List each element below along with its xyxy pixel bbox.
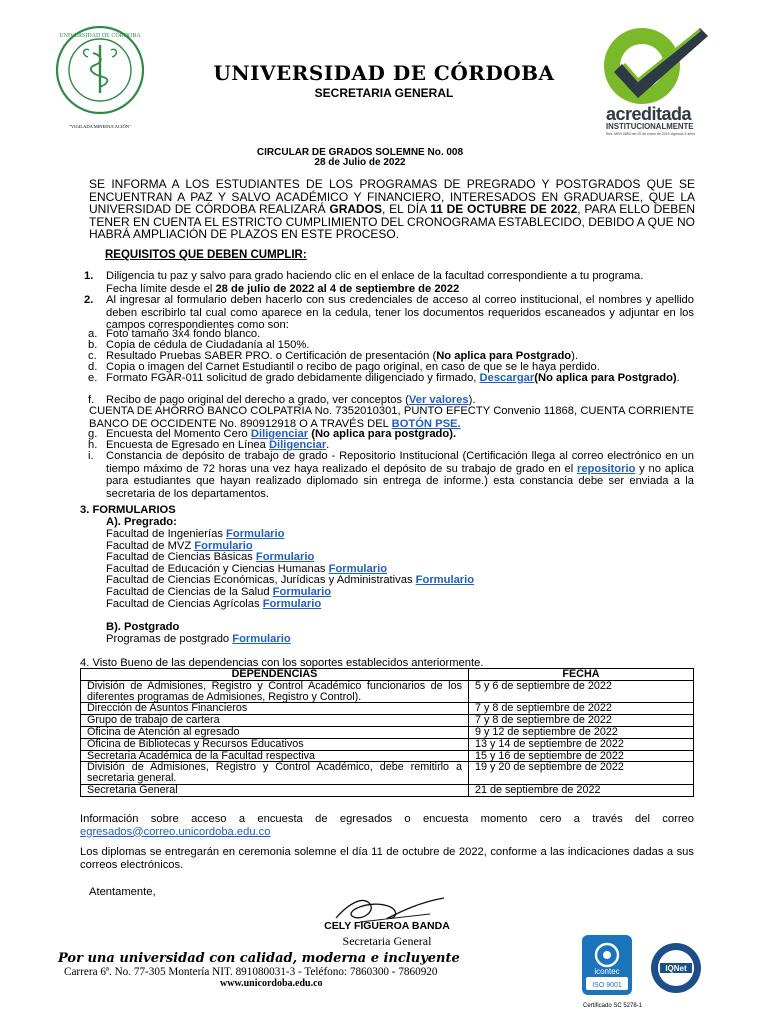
iqnet-label: IQNet [665, 964, 687, 973]
table-row [81, 784, 694, 796]
footer-website: www.unicordoba.edu.co [220, 978, 323, 989]
item-text: Formato FGAR-011 solicitud de grado debidamente diligenciado y firmado, [106, 372, 480, 384]
circular-date: 28 de Julio de 2022 [314, 157, 406, 168]
item-letter: g. [88, 428, 98, 440]
bank-text: CUENTA DE AHORRO BANCO COLPATRIA No. 7352010301, PUNTO EFECTY Convenio 11868, CUENTA CORRIENTE BANCO DE OCCIDENTE No. 890912918 O A TRAVÉS DEL [89, 405, 694, 430]
item-letter: f. [88, 394, 95, 406]
download-form-link[interactable]: Descargar [479, 372, 535, 384]
info-paragraph [80, 813, 694, 838]
table-row [81, 703, 694, 715]
item-letter: a. [88, 328, 98, 340]
intro-text: , PARA ELLO DEBEN TENER EN CUENTA EL ESTRICTO CUMPLIMIENTO DEL CRONOGRAMA ESTABLECIDO, DEBIDO A QUE NO HABRÁ AMPLIACIÓN DE PLAZOS EN ESTE PROCESO. [89, 202, 695, 242]
table-row [81, 726, 694, 738]
accreditation-word: acreditada [606, 104, 692, 124]
item-note: (No aplica para Postgrado) [534, 372, 677, 384]
form-link-salud[interactable]: Formulario [272, 586, 332, 598]
view-fees-link[interactable]: Ver valores [408, 394, 469, 406]
date-cell: 15 y 16 de septiembre de 2022 [469, 750, 694, 762]
bank-accounts [89, 405, 694, 430]
forms-heading: 3. FORMULARIOS [80, 504, 176, 516]
faculty-line [106, 598, 321, 611]
item-text: Encuesta del Momento Cero [106, 428, 251, 440]
faculty-line [106, 574, 474, 587]
item-letter: i. [88, 450, 94, 462]
faculty-name: Facultad de Ciencias Básicas [106, 551, 256, 563]
faculty-line [106, 551, 314, 564]
dependencies-table [80, 668, 694, 797]
faculty-line [106, 528, 284, 541]
table-row [81, 680, 694, 703]
faculty-name: Facultad de Ciencias Agrícolas [106, 598, 263, 610]
item-letter: h. [88, 439, 98, 451]
pse-button-link[interactable]: BOTÓN PSE. [391, 417, 461, 430]
seal-caption: "VIGILADA MINEDUCACIÓN" [69, 124, 131, 129]
iso-label: ISO 9001 [592, 982, 622, 989]
dependency-cell: Dirección de Asuntos Financieros [81, 703, 469, 715]
item-letter: d. [88, 361, 98, 373]
item-text: Encuesta de Egresado en Línea [106, 439, 269, 451]
form-link-agricolas[interactable]: Formulario [262, 598, 322, 610]
svg-text:UNIVERSIDAD DE CÓRDOBA: UNIVERSIDAD DE CÓRDOBA [59, 33, 141, 39]
form-link-basicas[interactable]: Formulario [255, 551, 315, 563]
dependency-cell: Secretaria Académica de la Facultad respectiva [81, 750, 469, 762]
table-row [81, 715, 694, 727]
footer-address: Carrera 6ª. No. 77-305 Montería NIT. 891080031-3 - Teléfono: 7860300 - 7860920 [64, 966, 438, 978]
deadline-prefix: Fecha límite desde el [106, 282, 216, 295]
date-cell: 5 y 6 de septiembre de 2022 [469, 680, 694, 703]
item-text: Constancia de depósito de trabajo de grado - Repositorio Institucional (Certificación llega al correo electrónico en un tiempo máximo de 72 horas una vez haya realizado el depósito de su trabajo de grado en el [106, 450, 694, 475]
office-subtitle: SECRETARIA GENERAL [314, 86, 454, 100]
circular-title: CIRCULAR DE GRADOS SOLEMNE No. 008 [256, 147, 464, 158]
item-text: ). [468, 394, 476, 406]
table-row [81, 738, 694, 750]
item-number: 1. [84, 270, 94, 282]
table-row [81, 762, 694, 785]
info-text: Información sobre acceso a encuesta de egresados o encuesta momento cero a través del correo [80, 813, 694, 825]
visto-bueno-heading: 4. Visto Bueno de las dependencias con los soportes establecidos anteriormente. [80, 657, 484, 669]
date-cell: 13 y 14 de septiembre de 2022 [469, 738, 694, 750]
faculty-name: Facultad de Ciencias de la Salud [106, 586, 273, 598]
requirements-heading: REQUISITOS QUE DEBEN CUMPLIR: [105, 249, 307, 261]
iqnet-logo [650, 942, 702, 994]
dependency-cell: Oficina de Bibliotecas y Recursos Educativos [81, 738, 469, 750]
item-letter: e. [88, 372, 98, 384]
signer-name: CELY FIGUEROA BANDA [324, 920, 450, 932]
column-header: FECHA [469, 669, 694, 681]
dependency-cell: División de Admisiones, Registro y Control Académico, debe remitirlo a secretaria general. [81, 762, 469, 785]
requirement-b: Copia de cédula de Ciudadanía al 150%. [106, 339, 310, 351]
form-link-economicas[interactable]: Formulario [415, 574, 475, 586]
item-note: (No aplica para postgrado). [308, 428, 457, 440]
closing: Atentamente, [89, 886, 156, 898]
university-title: UNIVERSIDAD DE CÓRDOBA [213, 61, 555, 85]
date-cell: 21 de septiembre de 2022 [469, 784, 694, 796]
item-text: ). [571, 350, 578, 362]
requirement-item-2: Al ingresar al formulario deben hacerlo con sus credenciales de acceso al correo institucional, el nombres y apellido deben escribirlo tal cual como aparece en la cedula, tener los documentos requeridos escaneados y adjuntar en los campos correspondientes como son: [106, 294, 694, 332]
date-cell: 7 y 8 de septiembre de 2022 [469, 715, 694, 727]
intro-text: SE INFORMA A LOS ESTUDIANTES DE LOS PROGRAMAS DE PREGRADO Y POSTGRADOS QUE SE ENCUENTRAN A PAZ Y SALVO ACADÉMICO Y FINANCIERO, INTERESADOS EN GRADUARSE, QUE LA UNIVERSIDAD DE CÓRDOBA REALIZARÁ [89, 177, 695, 217]
requirement-d: Copia o imagen del Carnet Estudiantil o recibo de pago original, en caso de que se le haya perdido. [106, 361, 600, 373]
deadline: 28 de julio de 2022 al 4 de septiembre de 2022 [215, 282, 460, 295]
item-text: . [326, 439, 330, 451]
postgrado-line [106, 633, 291, 646]
faculty-name: Facultad de MVZ [106, 540, 195, 552]
faculty-name: Facultad de Educación y Ciencias Humanas [106, 563, 329, 575]
icontec-logo [582, 935, 632, 995]
diplomas-paragraph: Los diplomas se entregarán en ceremonia solemne el día 11 de octubre de 2022, conforme a las indicaciones dadas a sus correos electrónicos. [80, 846, 694, 871]
form-link-mvz[interactable]: Formulario [194, 540, 253, 552]
item-text: Recibo de pago original del derecho a grado, ver conceptos ( [106, 394, 409, 406]
requirement-a: Foto tamaño 3x4 fondo blanco. [106, 328, 261, 340]
dependency-cell: Secretaria General [81, 784, 469, 796]
repository-link[interactable]: repositorio [576, 462, 636, 475]
momento-cero-survey-link[interactable]: Diligenciar [250, 428, 309, 440]
accreditation-subtitle: INSTITUCIONALMENTE [606, 122, 694, 131]
requirement-e [106, 372, 694, 385]
accreditation-resolution: Res. MEN 0850 del 20 de enero de 2015 vigencia 4 años [606, 132, 695, 136]
postgrado-heading: B). Postgrado [106, 621, 180, 633]
faculty-line [106, 586, 331, 599]
intro-text: , EL DÍA [382, 202, 431, 217]
intro-paragraph [89, 178, 695, 241]
date-cell: 9 y 12 de septiembre de 2022 [469, 726, 694, 738]
item-text: . [676, 372, 680, 384]
form-link-educacion[interactable]: Formulario [328, 563, 388, 575]
table-row [81, 750, 694, 762]
item-text: y no aplica para estudiantes que hayan realizado diplomado sin entrega de informe.) esta constancia debe ser enviada a la secretaria de los departamentos. [106, 462, 694, 500]
intro-grados: GRADOS [329, 202, 383, 217]
form-link-ingenierias[interactable]: Formulario [226, 528, 285, 540]
requirement-item-1 [106, 270, 694, 295]
item-note: No aplica para Postgrado [436, 350, 572, 362]
pregrado-heading: A). Pregrado: [106, 516, 177, 528]
faculty-name: Facultad de Ingenierías [106, 528, 227, 540]
column-header: DEPENDENCIAS [81, 669, 469, 681]
item-letter: c. [88, 350, 97, 362]
dependency-cell: Grupo de trabajo de cartera [81, 715, 469, 727]
table-header-row [81, 669, 694, 681]
item-text: Diligencia tu paz y salvo para grado haciendo clic en el enlace de la facultad correspondiente a tu programa. [106, 270, 644, 282]
requirement-i [106, 450, 694, 500]
certificate-number: Certificado SC 5278-1 [583, 1003, 643, 1009]
postgrado-text: Programas de postgrado [106, 633, 233, 645]
date-cell: 7 y 8 de septiembre de 2022 [469, 703, 694, 715]
dependency-cell: Oficina de Atención al egresado [81, 726, 469, 738]
signer-role: Secretaria General [342, 934, 432, 948]
item-text: Resultado Pruebas SABER PRO. o Certificación de presentación ( [106, 350, 437, 362]
date-cell: 19 y 20 de septiembre de 2022 [469, 762, 694, 785]
dependency-cell: División de Admisiones, Registro y Control Académico funcionarios de los diferentes programas de Admisiones, Registro y Control). [81, 680, 469, 703]
item-letter: b. [88, 339, 98, 351]
graduates-email-link[interactable]: egresados@correo.unicordoba.edu.co [80, 825, 271, 838]
icontec-label: icontec [594, 967, 620, 976]
intro-date: 11 DE OCTUBRE DE 2022 [430, 202, 578, 217]
footer-motto: Por una universidad con calidad, moderna e incluyente [58, 951, 460, 966]
graduate-survey-link[interactable]: Diligenciar [268, 439, 327, 451]
form-link-postgrado[interactable]: Formulario [232, 633, 291, 645]
item-number: 2. [84, 294, 94, 306]
faculty-name: Facultad de Ciencias Económicas, Jurídicas y Administrativas [106, 574, 416, 586]
